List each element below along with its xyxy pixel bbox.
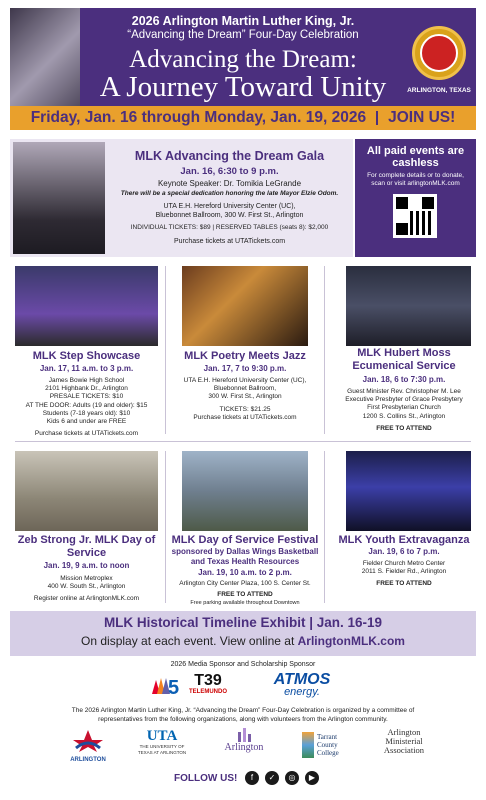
cashless-title: All paid events are cashless <box>366 145 465 169</box>
cashless-description: For complete details or to donate, scan or visit arlingtonMLK.com <box>367 172 464 187</box>
detail-line: James Bowie High School <box>48 377 125 384</box>
purchase-link[interactable]: Purchase tickets at UTATickets.com <box>34 430 139 438</box>
day-of-service-photo <box>15 451 158 531</box>
event-title: MLK Day of Service Festival <box>171 534 319 546</box>
divider <box>324 266 325 434</box>
detail-line: Free parking available throughout Downtown <box>190 600 300 607</box>
energy-mark: energy. <box>284 686 320 698</box>
ama-line: Arlington <box>387 727 421 737</box>
timeline-title: MLK Historical Timeline Exhibit | Jan. 16-19 <box>103 615 383 630</box>
detail-line: PRESALE TICKETS: $10 <box>49 393 124 401</box>
event-title: MLK Step Showcase <box>32 350 141 362</box>
main-title-line1: Advancing the Dream: <box>129 46 357 73</box>
divider <box>165 451 166 603</box>
sponsor-label: 2026 Media Sponsor and Scholarship Sponsor <box>170 661 316 668</box>
timeline-exhibit-banner <box>10 611 476 656</box>
detail-line: UTA E.H. Hereford University Center (UC), <box>183 377 307 384</box>
poetry-jazz-photo <box>182 266 308 346</box>
timeline-text: On display at each event. View online at <box>81 634 298 648</box>
detail-line: 1200 S. Collins St., Arlington <box>362 412 446 420</box>
event-dates: Friday, Jan. 16 through Monday, Jan. 19, 2026 <box>30 109 367 126</box>
event-title: MLK Hubert Moss Ecumenical Service <box>352 347 456 372</box>
ama-line: Ministerial <box>385 736 423 746</box>
event-title: MLK Youth Extravaganza <box>338 534 470 546</box>
divider <box>324 451 325 603</box>
divider <box>376 111 378 125</box>
detail-line: Executive Presbyter of Grace Presbytery <box>345 396 463 404</box>
instagram-icon[interactable]: ◎ <box>285 771 299 785</box>
event-details <box>328 388 480 433</box>
header-banner <box>10 8 476 106</box>
uta-logo <box>136 728 188 762</box>
detail-line: Guest Minister Rev. Christopher M. Lee <box>347 388 461 395</box>
tcc-emblem-icon <box>302 732 314 758</box>
gala-dedication: There will be a special dedication honoring the late Mayor Elzie Odom. <box>120 190 339 197</box>
ecumenical-service-photo <box>346 266 471 346</box>
purchase-link[interactable]: Purchase tickets at UTATickets.com <box>193 413 297 421</box>
city-of-arlington-logo <box>66 728 110 762</box>
arlington-isd-label: Arlington <box>224 742 264 753</box>
twitter-icon[interactable]: ✓ <box>265 771 279 785</box>
telemundo-label: TELEMUNDO <box>189 689 227 695</box>
qr-code-icon[interactable] <box>393 194 437 238</box>
event-details <box>10 377 163 438</box>
gala-keynote: Keynote Speaker: Dr. Tomikia LeGrande <box>157 179 302 188</box>
tarrant-county-college-logo <box>302 728 354 762</box>
event-date: Jan. 18, 6 to 7:30 p.m. <box>362 375 446 384</box>
event-sponsor: sponsored by Dallas Wings Basketball and Texas Health Resources <box>171 547 319 566</box>
uta-mark: UTA <box>146 728 178 744</box>
event-year-title: 2026 Arlington Martin Luther King, Jr. <box>131 14 355 28</box>
facebook-icon[interactable]: f <box>245 771 259 785</box>
festival-photo <box>182 451 308 531</box>
detail-line: FREE TO ATTEND <box>376 580 432 588</box>
detail-line: AT THE DOOR: Adults (19 and older): $15 <box>25 401 148 409</box>
event-title: Zeb Strong Jr. MLK Day of Service <box>17 534 156 559</box>
gala-venue-line1: UTA E.H. Hereford University Center (UC), <box>163 203 296 210</box>
organizer-note: The 2026 Arlington Martin Luther King, Jr. “Advancing the Dream” Four-Day Celebration is organized by a committee of representatives from the following organizations, along with volunteers from the Arlington community. <box>71 707 415 723</box>
detail-line: TICKETS: $21.25 <box>219 405 271 413</box>
youtube-icon[interactable]: ▶ <box>305 771 319 785</box>
t39-mark: T39 <box>194 672 222 689</box>
gala-title: MLK Advancing the Dream Gala <box>134 149 325 163</box>
detail-line: First Presbyterian Church <box>367 404 441 412</box>
step-showcase-photo <box>15 266 158 346</box>
celebration-seal-logo <box>412 26 466 80</box>
tcc-line: County <box>317 741 338 749</box>
event-date: Jan. 19, 9 a.m. to noon <box>43 561 130 570</box>
follow-us-label: FOLLOW US! <box>174 773 238 784</box>
detail-line: 300 W. First St., Arlington <box>208 393 282 401</box>
gala-date: Jan. 16, 6:30 to 9 p.m. <box>180 166 279 177</box>
register-link[interactable]: Register online at ArlingtonMLK.com <box>33 595 140 603</box>
atmos-mark: ATMOS <box>273 671 331 688</box>
detail-line: 400 W. South St., Arlington <box>47 583 126 591</box>
detail-line: 2101 Highbank Dr., Arlington <box>45 385 128 393</box>
detail-line: FREE TO ATTEND <box>217 591 273 599</box>
event-details <box>328 560 480 589</box>
youth-extravaganza-photo <box>346 451 471 531</box>
timeline-description <box>10 634 476 648</box>
gala-ticket-prices: INDIVIDUAL TICKETS: $89 | RESERVED TABLES (seats 8): $2,000 <box>130 224 329 231</box>
event-date: Jan. 17, 7 to 9:30 p.m. <box>203 364 287 373</box>
gala-section <box>10 139 353 257</box>
tcc-line: College <box>317 749 339 757</box>
divider <box>165 266 166 434</box>
arlington-isd-logo <box>222 728 266 762</box>
detail-line: Kids 6 and under are FREE <box>46 418 127 426</box>
divider <box>15 441 471 442</box>
main-title-line2: A Journey Toward Unity <box>99 71 387 103</box>
detail-line: 2011 S. Fielder Rd., Arlington <box>361 568 447 576</box>
event-subtitle: “Advancing the Dream” Four-Day Celebration <box>127 29 359 41</box>
join-us-text: JOIN US! <box>388 109 456 126</box>
event-details <box>168 377 322 422</box>
event-details <box>10 575 163 604</box>
event-date: Jan. 17, 11 a.m. to 3 p.m. <box>39 364 134 373</box>
nbc5-logo <box>148 672 182 696</box>
star-icon <box>66 728 110 752</box>
detail-line: Arlington City Center Plaza, 100 S. Center St. <box>179 580 311 587</box>
detail-line: Mission Metroplex <box>60 575 113 582</box>
tcc-line: Tarrant <box>317 733 338 741</box>
uta-subtitle: THE UNIVERSITY OF TEXAS AT ARLINGTON <box>137 744 187 755</box>
keynote-speaker-photo <box>13 142 105 254</box>
date-bar <box>10 106 476 130</box>
ama-line: Association <box>383 745 425 755</box>
event-title: MLK Poetry Meets Jazz <box>184 350 306 362</box>
gala-purchase-link[interactable]: Purchase tickets at UTATickets.com <box>173 238 286 245</box>
atmos-energy-logo <box>268 673 336 697</box>
detail-line: Bluebonnet Ballroom, <box>213 385 277 393</box>
event-details <box>168 580 322 608</box>
telemundo39-logo <box>188 673 228 697</box>
event-date: Jan. 19, 10 a.m. to 2 p.m. <box>198 568 292 577</box>
detail-line: Students (7-18 years old): $10 <box>42 409 131 417</box>
ministerial-association-logo <box>374 728 434 762</box>
seal-caption: ARLINGTON, TEXAS <box>407 87 471 94</box>
gala-venue-line2: Bluebonnet Ballroom, 300 W. First St., Arlington <box>155 212 304 219</box>
arlington-label: ARLINGTON <box>70 757 106 763</box>
svg-text:5: 5 <box>168 677 180 696</box>
website-link[interactable]: ArlingtonMLK.com <box>297 634 405 648</box>
detail-line: Fielder Church Metro Center <box>362 560 446 567</box>
cashless-panel <box>355 139 476 257</box>
detail-line: FREE TO ATTEND <box>376 424 432 432</box>
event-date: Jan. 19, 6 to 7 p.m. <box>368 547 440 556</box>
